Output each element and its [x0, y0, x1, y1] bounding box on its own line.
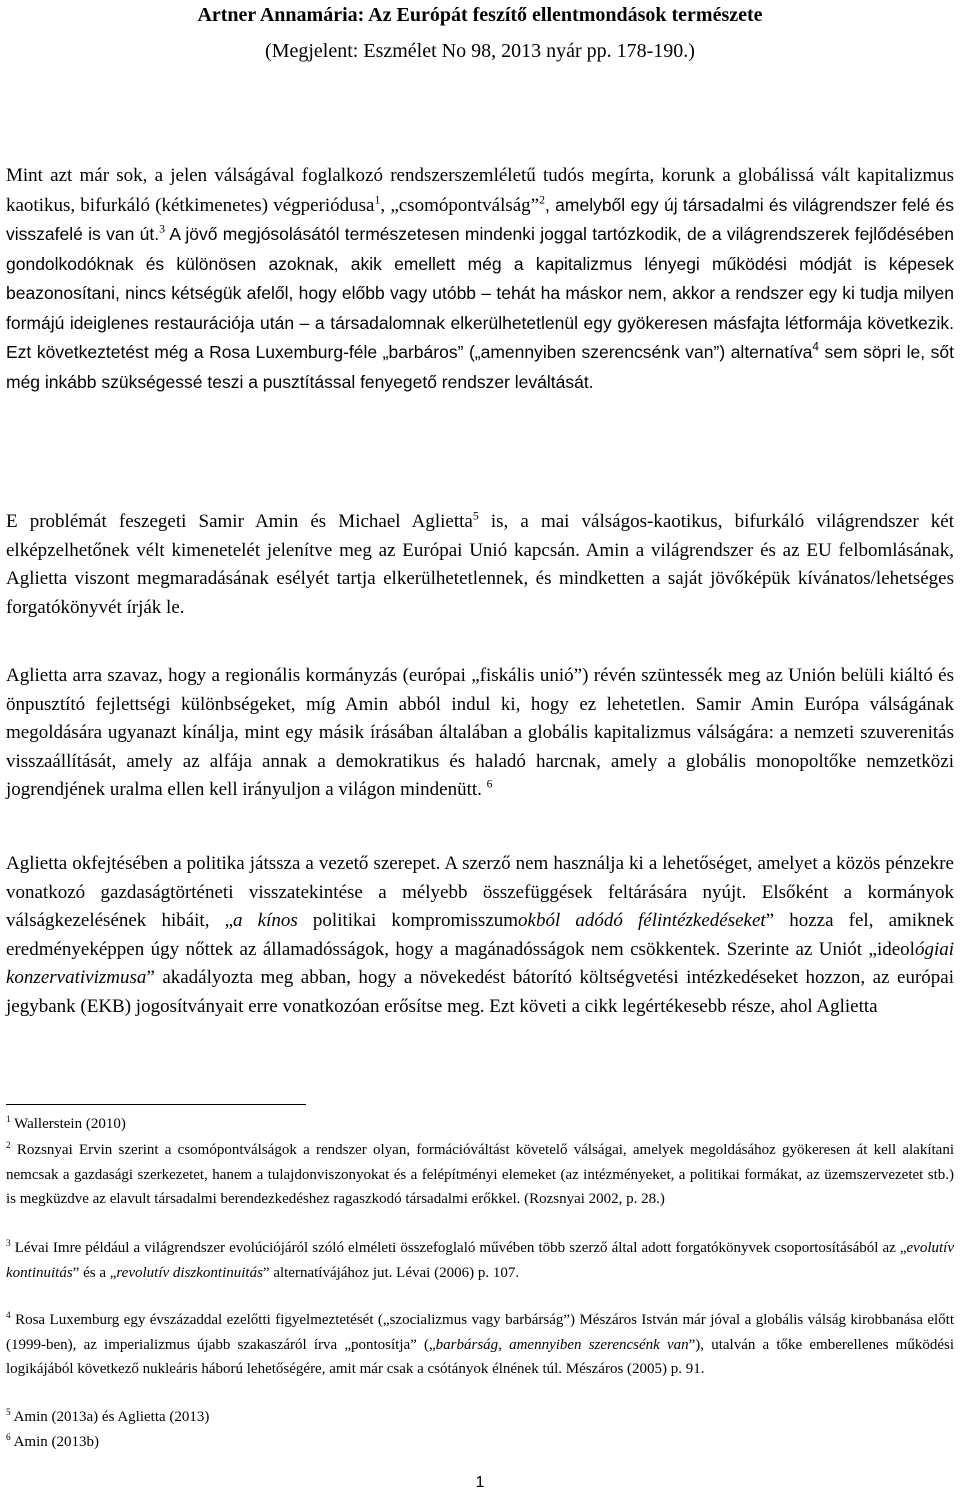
- paragraph-4: [6, 850, 954, 1021]
- paragraph-text: Aglietta okfejtésében a politika játssza a vezető szerepet. A szerző nem használja ki a lehetőséget, amelyet a közös pénzekre vonatkozó gazdaságtörténeti visszatekintése a mélyebb összefüggések feltárására nyújt. Elsőként a kormányok válságkezelésének hibáit, „: [6, 853, 954, 931]
- footnote-italic: evolutív kontinuitás: [6, 1240, 954, 1281]
- footnote-ref: 5: [472, 509, 479, 523]
- footnote-text: Rosa Luxemburg egy évszázaddal ezelőtti figyelmeztetését („szocializmus vagy barbárság”) Mészáros István már jóval a globális válság kirobbanása előtt (1999-ben), az imperializmus újabb szakaszáról írva „pontosítja” („: [6, 1312, 954, 1353]
- footnote-text: ”), utalván a tőke emberellenes működési logikájából következő nukleáris háború lehetőségére, amit már csak a csótányok élnének túl. Mészáros (2005) p. 91.: [6, 1336, 954, 1377]
- footnote-text: Amin (2013a) és Aglietta (2013): [13, 1409, 210, 1425]
- paragraph-text: sem söpri le, sőt még inkább szükségessé teszi a pusztítással fenyegető rendszer leváltását.: [6, 342, 954, 392]
- footnote-text: Rozsnyai Ervin szerint a csomópontválságok a rendszer olyan, formációváltást követelő válságai, amelyek megoldásához gyökeresen át kell alakítani nemcsak a gazdasági szerkezetet, hanem a tulajdonviszonyokat és a felépítményi elemeket (az intézményeket, a politikai formákat, az üzemszervezetet stb.) is megküzdve az elavult társadalmi berendezkedéshez ragaszkodó társadalmi erőkkel. (Rozsnyai 2002, p. 28.): [6, 1142, 954, 1207]
- footnote-ref: 6: [486, 777, 493, 791]
- footnote-number: 3: [6, 1239, 11, 1249]
- paragraph-italic: okból adódó félintézkedéseket: [518, 910, 766, 931]
- paragraph-italic: a kínos: [233, 910, 298, 931]
- footnote-6: [6, 1430, 954, 1455]
- footnote-number: 4: [6, 1311, 11, 1321]
- footnote-3: [6, 1236, 954, 1285]
- footnote-ref: 4: [812, 340, 819, 354]
- paragraph-3: [6, 662, 954, 805]
- document-title: Artner Annamária: Az Európát feszítő ellentmondások természete: [197, 4, 763, 26]
- footnote-number: 6: [6, 1433, 11, 1443]
- footnote-text: Lévai Imre például a világrendszer evolúciójáról szóló elméleti összefoglaló művében több szerző által adott forgatókönyvek csoportosításából az „: [14, 1240, 907, 1256]
- paragraph-text: Mint azt már sok, a jelen válságával foglalkozó rendszerszemléletű tudós megírta, korunk a globálissá vált kapitalizmus kaotikus, bifurkáló (kétkimenetes) végperiódusa: [6, 165, 954, 216]
- paragraph-text: A jövő megjósolásától természetesen mindenki joggal tartózkodik, de a világrendszerek fejlődésében gondolkodóknak és különösen azoknak, akik emellett még a kapitalizmus lényegi működési módját is képesek beazonosítani, nincs kétségük afelől, hogy előbb vagy utóbb – tehát ha máskor nem, akkor a rendszer egy ki tudja milyen formájú ideiglenes restaurációja után – a társadalomnak elkerülhetetlenül egy gyökeresen másfajta létformája következik. Ezt következtetést még a Rosa Luxemburg-féle „barbáros” („amennyiben szerencsénk van”) alternatíva: [6, 224, 954, 362]
- paragraph-text: ” hozza fel, amiknek eredményeképpen úgy nőttek az államadósságok, hogy a magánadósságok nem csökkentek. Szerinte az Uniót „ideol: [6, 910, 955, 960]
- paragraph-text: , „csomópontválság”: [380, 194, 540, 216]
- footnote-separator: [6, 1104, 306, 1105]
- footnote-ref: 2: [539, 193, 545, 207]
- footnote-number: 5: [6, 1408, 11, 1418]
- paragraph-text: ” akadályozta meg abban, hogy a növekedést bátorító költségvetési intézkedéseket hozzon, az európai jegybank (EKB) jogosítványait erre vonatkozóan erősítse meg. Ezt követi a cikk legértékesebb része, ahol Aglietta: [6, 967, 954, 1017]
- footnote-italic: revolutív diszkontinuitás: [116, 1264, 263, 1281]
- footnote-1: [6, 1112, 954, 1137]
- paragraph-text: politikai kompromisszum: [297, 910, 519, 931]
- publication-info: (Megjelent: Eszmélet No 98, 2013 nyár pp. 178-190.): [265, 40, 695, 62]
- footnote-5: [6, 1405, 954, 1430]
- paragraph-italic: ógiai konzervativizmusa: [6, 938, 954, 988]
- footnote-2: [6, 1138, 954, 1212]
- footnote-italic: barbárság, amennyiben szerencsénk van: [435, 1336, 689, 1353]
- paragraph-text: E problémát feszegeti Samir Amin és Michael Aglietta: [6, 511, 473, 532]
- footnote-text: Amin (2013b): [13, 1434, 100, 1450]
- page-number: 1: [475, 1474, 485, 1491]
- paragraph-text: Aglietta arra szavaz, hogy a regionális kormányzás (európai „fiskális unió”) révén szüntessék meg az Unión belüli kiáltó és önpusztító fejlettségi különbségeket, míg Amin abból indul ki, hogy ez lehetetlen. Samir Amin Európa válságának megoldására ugyanazt kínálja, mint egy másik írásában általában a globális kapitalizmus válságára: a nemzeti szuverenitás visszaállítását, amely az alfája annak a demokratikus és haladó harcnak, amely a globális monopoltőke nemzetközi jogrendjének uralma ellen kell irányuljon a világon mindenütt.: [6, 665, 954, 800]
- paragraph-2: [6, 508, 954, 622]
- paragraph-text: is, a mai válságos-kaotikus, bifurkáló világrendszer két elképzelhetőnek vélt kimenetelét jelenítve meg az Európai Unió kapcsán. Amin a világrendszer és az EU felbomlásának, Aglietta viszont megmaradásának esélyét tartja elkerülhetetlennek, és mindketten a saját jövőképük kívánatos/lehetséges forgatókönyvét írják le.: [6, 511, 955, 618]
- paragraph-1: [6, 162, 954, 397]
- footnote-text: Wallerstein (2010): [14, 1116, 126, 1132]
- footnote-text: ” alternatívájához jut. Lévai (2006) p. 107.: [262, 1264, 520, 1281]
- footnote-text: ” és a „: [72, 1264, 117, 1281]
- footnote-number: 1: [6, 1115, 11, 1125]
- footnote-number: 2: [6, 1141, 11, 1151]
- paragraph-text: , amelyből egy új társadalmi és világrendszer felé és visszafelé is van út.: [6, 194, 954, 244]
- footnote-4: [6, 1308, 954, 1382]
- footnote-ref: 1: [374, 193, 381, 207]
- footnote-ref: 3: [159, 222, 165, 236]
